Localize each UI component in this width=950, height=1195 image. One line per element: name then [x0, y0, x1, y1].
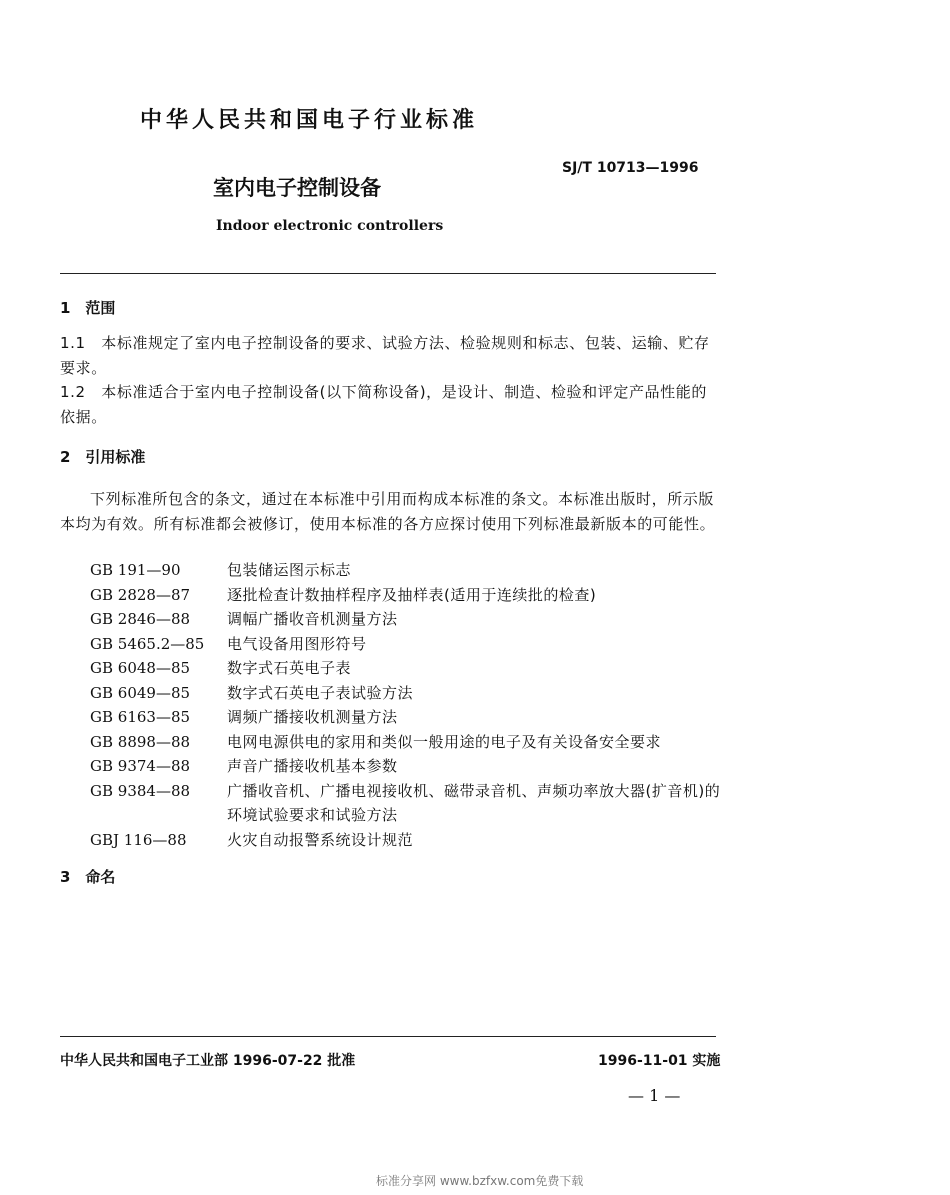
list-item	[90, 779, 730, 828]
approval-line: 中华人民共和国电子工业部 1996-07-22 批准	[60, 1053, 356, 1069]
effective-date: 1996-11-01 实施	[598, 1053, 721, 1069]
ref-title: 广播收音机、广播电视接收机、磁带录音机、声频功率放大器(扩音机)的环境试验要求和试验方法	[227, 781, 721, 824]
ref-title: 火灾自动报警系统设计规范	[227, 830, 414, 849]
ref-code: GB 2846—88	[90, 610, 191, 628]
ref-title: 数字式石英电子表试验方法	[227, 683, 414, 702]
ref-title: 逐批检查计数抽样程序及抽样表(适用于连续批的检查)	[227, 585, 597, 604]
doc-title-en: Indoor electronic controllers	[216, 218, 444, 234]
ref-title: 调频广播接收机测量方法	[227, 708, 398, 726]
watermark: 标准分享网 www.bzfxw.com免费下载	[376, 1174, 584, 1188]
section-2-heading: 2 引用标准	[60, 448, 146, 466]
ref-code: GB 5465.2—85	[90, 634, 205, 653]
ref-code: GBJ 116—88	[90, 830, 187, 849]
doc-title: 室内电子控制设备	[213, 176, 381, 200]
section-2-intro: 下列标准所包含的条文，通过在本标准中引用而构成本标准的条文。本标准出版时，所示版本均为有效。所有标准都会被修订，使用本标准的各方应探讨使用下列标准最新版本的可能性。	[60, 490, 716, 533]
list-item	[90, 681, 730, 706]
ref-code: GB 191—90	[90, 561, 181, 579]
ref-code: GB 8898—88	[90, 732, 191, 751]
list-item	[90, 632, 730, 657]
ref-code: GB 6048—85	[90, 659, 191, 677]
standard-number: SJ/T 10713—1996	[562, 160, 699, 176]
list-item	[90, 730, 730, 755]
ref-title: 数字式石英电子表	[227, 659, 352, 677]
section-3-heading: 3 命名	[60, 868, 116, 886]
list-item	[90, 656, 730, 681]
ref-title: 电气设备用图形符号	[227, 634, 367, 653]
clause-1-1: 1.1 本标准规定了室内电子控制设备的要求、试验方法、检验规则和标志、包装、运输、贮存要求。	[60, 334, 710, 377]
ref-code: GB 2828—87	[90, 585, 191, 604]
list-item	[90, 607, 730, 632]
list-item	[90, 583, 730, 608]
header-divider	[60, 273, 716, 274]
list-item	[90, 705, 730, 730]
ref-title: 包装储运图示标志	[227, 561, 352, 579]
ref-code: GB 9384—88	[90, 781, 191, 800]
section-1-heading: 1 范围	[60, 299, 116, 317]
clause-1-2: 1.2 本标准适合于室内电子控制设备(以下简称设备)，是设计、制造、检验和评定产品性能的依据。	[60, 383, 707, 426]
footer-divider	[60, 1036, 716, 1037]
list-item	[90, 828, 730, 853]
ref-title: 调幅广播收音机测量方法	[227, 610, 398, 628]
ref-code: GB 6049—85	[90, 683, 191, 702]
list-item	[90, 558, 730, 583]
ref-title: 声音广播接收机基本参数	[227, 757, 398, 775]
ref-title: 电网电源供电的家用和类似一般用途的电子及有关设备安全要求	[227, 732, 662, 751]
ref-code: GB 9374—88	[90, 757, 191, 775]
list-item	[90, 754, 730, 779]
ref-code: GB 6163—85	[90, 708, 191, 726]
page-number: — 1 —	[628, 1086, 681, 1105]
reference-list	[90, 558, 730, 852]
org-title: 中华人民共和国电子行业标准	[140, 108, 479, 133]
